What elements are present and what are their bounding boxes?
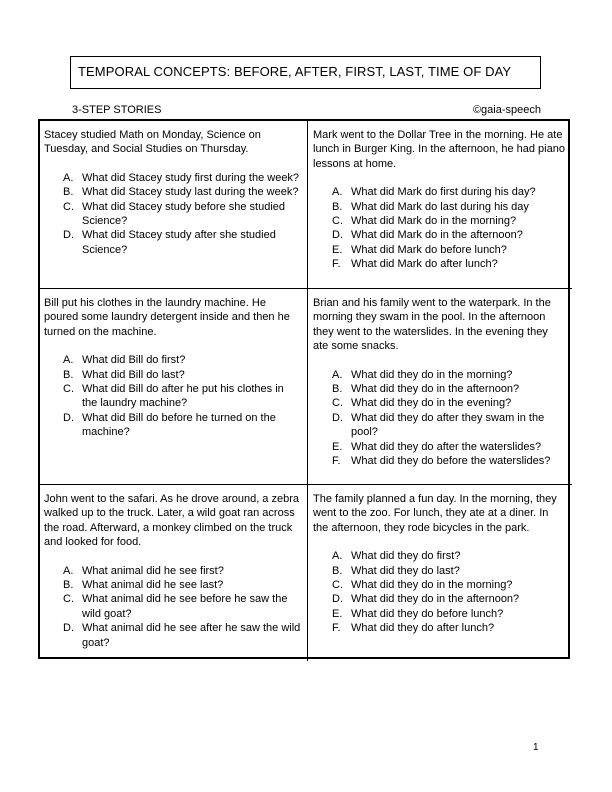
question-text: What did Bill do last? bbox=[82, 368, 185, 381]
question-text: What did they do after lunch? bbox=[351, 622, 495, 635]
question-text: What did Stacey study last during the week? bbox=[82, 186, 299, 199]
question-list bbox=[44, 564, 301, 650]
page-number: 1 bbox=[533, 742, 539, 753]
question-text: What animal did he see last? bbox=[82, 579, 224, 592]
question-label: C. bbox=[63, 593, 74, 606]
question-label: C. bbox=[63, 383, 74, 396]
question-text: What animal did he see before he saw the wild goat? bbox=[82, 593, 288, 620]
story-text: Mark went to the Dollar Tree in the morning. He ate lunch in Burger King. In the afternoon, he had piano lessons at home. bbox=[313, 129, 565, 170]
question-item bbox=[63, 564, 301, 578]
question-text: What did Mark do before lunch? bbox=[351, 243, 507, 256]
question-label: B. bbox=[332, 200, 343, 213]
question-item bbox=[332, 185, 566, 199]
story-card-4 bbox=[308, 289, 572, 485]
story-text: Brian and his family went to the waterpark. In the morning they swam in the pool. In the afternoon they went to the waterslides. In the evening they ate some snacks. bbox=[313, 297, 551, 353]
question-text: What did Bill do after he put his clothes in the laundry machine? bbox=[82, 383, 284, 410]
question-label: F. bbox=[332, 455, 341, 468]
question-item bbox=[63, 353, 301, 367]
question-label: A. bbox=[63, 354, 74, 367]
question-item bbox=[332, 592, 566, 606]
question-item bbox=[332, 549, 566, 563]
story-card-6 bbox=[308, 485, 572, 661]
question-label: C. bbox=[63, 200, 74, 213]
question-label: A. bbox=[63, 564, 74, 577]
question-text: What did Mark do first during his day? bbox=[351, 186, 536, 199]
question-item bbox=[332, 382, 566, 396]
question-item bbox=[63, 578, 301, 592]
question-list bbox=[313, 549, 566, 635]
story-card-3 bbox=[40, 289, 308, 485]
question-item bbox=[332, 578, 566, 592]
question-label: B. bbox=[332, 564, 343, 577]
question-text: What did Bill do first? bbox=[82, 354, 186, 367]
question-list bbox=[44, 171, 301, 257]
question-label: D. bbox=[332, 593, 343, 606]
question-label: B. bbox=[63, 579, 74, 592]
question-text: What did Stacey study after she studied Science? bbox=[82, 229, 276, 256]
question-text: What animal did he see first? bbox=[82, 564, 224, 577]
page-title: TEMPORAL CONCEPTS: BEFORE, AFTER, FIRST, LAST, TIME OF DAY bbox=[70, 56, 541, 89]
question-label: F. bbox=[332, 622, 341, 635]
question-list bbox=[313, 368, 566, 469]
question-text: What did Mark do after lunch? bbox=[351, 258, 498, 271]
story-card-2 bbox=[308, 121, 572, 289]
question-text: What did they do before the waterslides? bbox=[351, 455, 551, 468]
question-label: A. bbox=[332, 186, 343, 199]
question-label: B. bbox=[63, 368, 74, 381]
question-item bbox=[332, 214, 566, 228]
question-item bbox=[63, 592, 301, 621]
question-item bbox=[332, 257, 566, 271]
question-label: E. bbox=[332, 243, 343, 256]
question-text: What did they do after they swam in the pool? bbox=[351, 411, 545, 439]
question-text: What did they do first? bbox=[351, 550, 461, 563]
question-label: E. bbox=[332, 440, 343, 453]
question-text: What animal did he see after he saw the wild goat? bbox=[82, 622, 301, 649]
question-label: F. bbox=[332, 258, 341, 271]
question-item bbox=[63, 200, 301, 229]
question-item bbox=[63, 621, 301, 650]
author-credit: ©gaia-speech bbox=[472, 104, 541, 116]
question-text: What did Stacey study before she studied Science? bbox=[82, 200, 286, 228]
question-label: A. bbox=[332, 368, 343, 381]
question-item bbox=[332, 200, 566, 214]
question-text: What did they do in the afternoon? bbox=[351, 593, 520, 606]
question-item bbox=[332, 243, 566, 257]
question-label: D. bbox=[332, 411, 343, 424]
story-text: Stacey studied Math on Monday, Science on Tuesday, and Social Studies on Thursday. bbox=[44, 129, 261, 156]
question-text: What did they do after the waterslides? bbox=[351, 440, 542, 453]
question-list bbox=[44, 353, 301, 439]
question-label: D. bbox=[63, 622, 74, 635]
question-item bbox=[332, 396, 566, 410]
question-item bbox=[332, 607, 566, 621]
story-text: The family planned a fun day. In the morning, they went to the zoo. For lunch, they ate at a diner. In the afternoon, they rode bicycles in the park. bbox=[313, 493, 557, 534]
question-item bbox=[332, 411, 566, 440]
question-text: What did they do before lunch? bbox=[351, 607, 504, 620]
question-label: A. bbox=[63, 171, 74, 184]
question-item bbox=[332, 564, 566, 578]
question-text: What did they do in the morning? bbox=[351, 368, 513, 381]
question-item bbox=[63, 368, 301, 382]
question-item bbox=[63, 228, 301, 257]
question-text: What did they do in the afternoon? bbox=[351, 383, 520, 396]
question-label: A. bbox=[332, 550, 343, 563]
question-item bbox=[63, 411, 301, 440]
question-label: D. bbox=[63, 229, 74, 242]
question-text: What did Mark do last during his day bbox=[351, 200, 529, 213]
question-item bbox=[63, 185, 301, 199]
worksheet-subtitle: 3-STEP STORIES bbox=[72, 104, 162, 116]
question-label: C. bbox=[332, 397, 343, 410]
story-card-5 bbox=[40, 485, 308, 661]
stories-grid bbox=[38, 119, 570, 659]
question-item bbox=[332, 368, 566, 382]
story-card-1 bbox=[40, 121, 308, 289]
question-text: What did Mark do in the morning? bbox=[351, 215, 517, 228]
question-label: B. bbox=[332, 383, 343, 396]
question-text: What did they do last? bbox=[351, 564, 460, 577]
question-text: What did Mark do in the afternoon? bbox=[351, 229, 523, 242]
story-text: John went to the safari. As he drove around, a zebra walked up to the truck. Later, a wild goat ran across the road. Afterward, a monkey climbed on the truck and looked for food. bbox=[44, 493, 299, 549]
question-item bbox=[332, 440, 566, 454]
question-label: D. bbox=[332, 229, 343, 242]
question-list bbox=[313, 185, 566, 271]
question-label: C. bbox=[332, 579, 343, 592]
question-item bbox=[332, 621, 566, 635]
question-text: What did they do in the morning? bbox=[351, 579, 513, 592]
question-text: What did Bill do before he turned on the machine? bbox=[82, 411, 276, 439]
question-item bbox=[332, 454, 566, 468]
question-label: C. bbox=[332, 215, 343, 228]
question-text: What did Stacey study first during the week? bbox=[82, 171, 300, 184]
question-label: D. bbox=[63, 411, 74, 424]
question-label: B. bbox=[63, 186, 74, 199]
question-text: What did they do in the evening? bbox=[351, 397, 512, 410]
question-item bbox=[63, 171, 301, 185]
question-item bbox=[63, 382, 301, 411]
question-item bbox=[332, 228, 566, 242]
question-label: E. bbox=[332, 607, 343, 620]
story-text: Bill put his clothes in the laundry machine. He poured some laundry detergent inside and then he turned on the machine. bbox=[44, 297, 290, 338]
